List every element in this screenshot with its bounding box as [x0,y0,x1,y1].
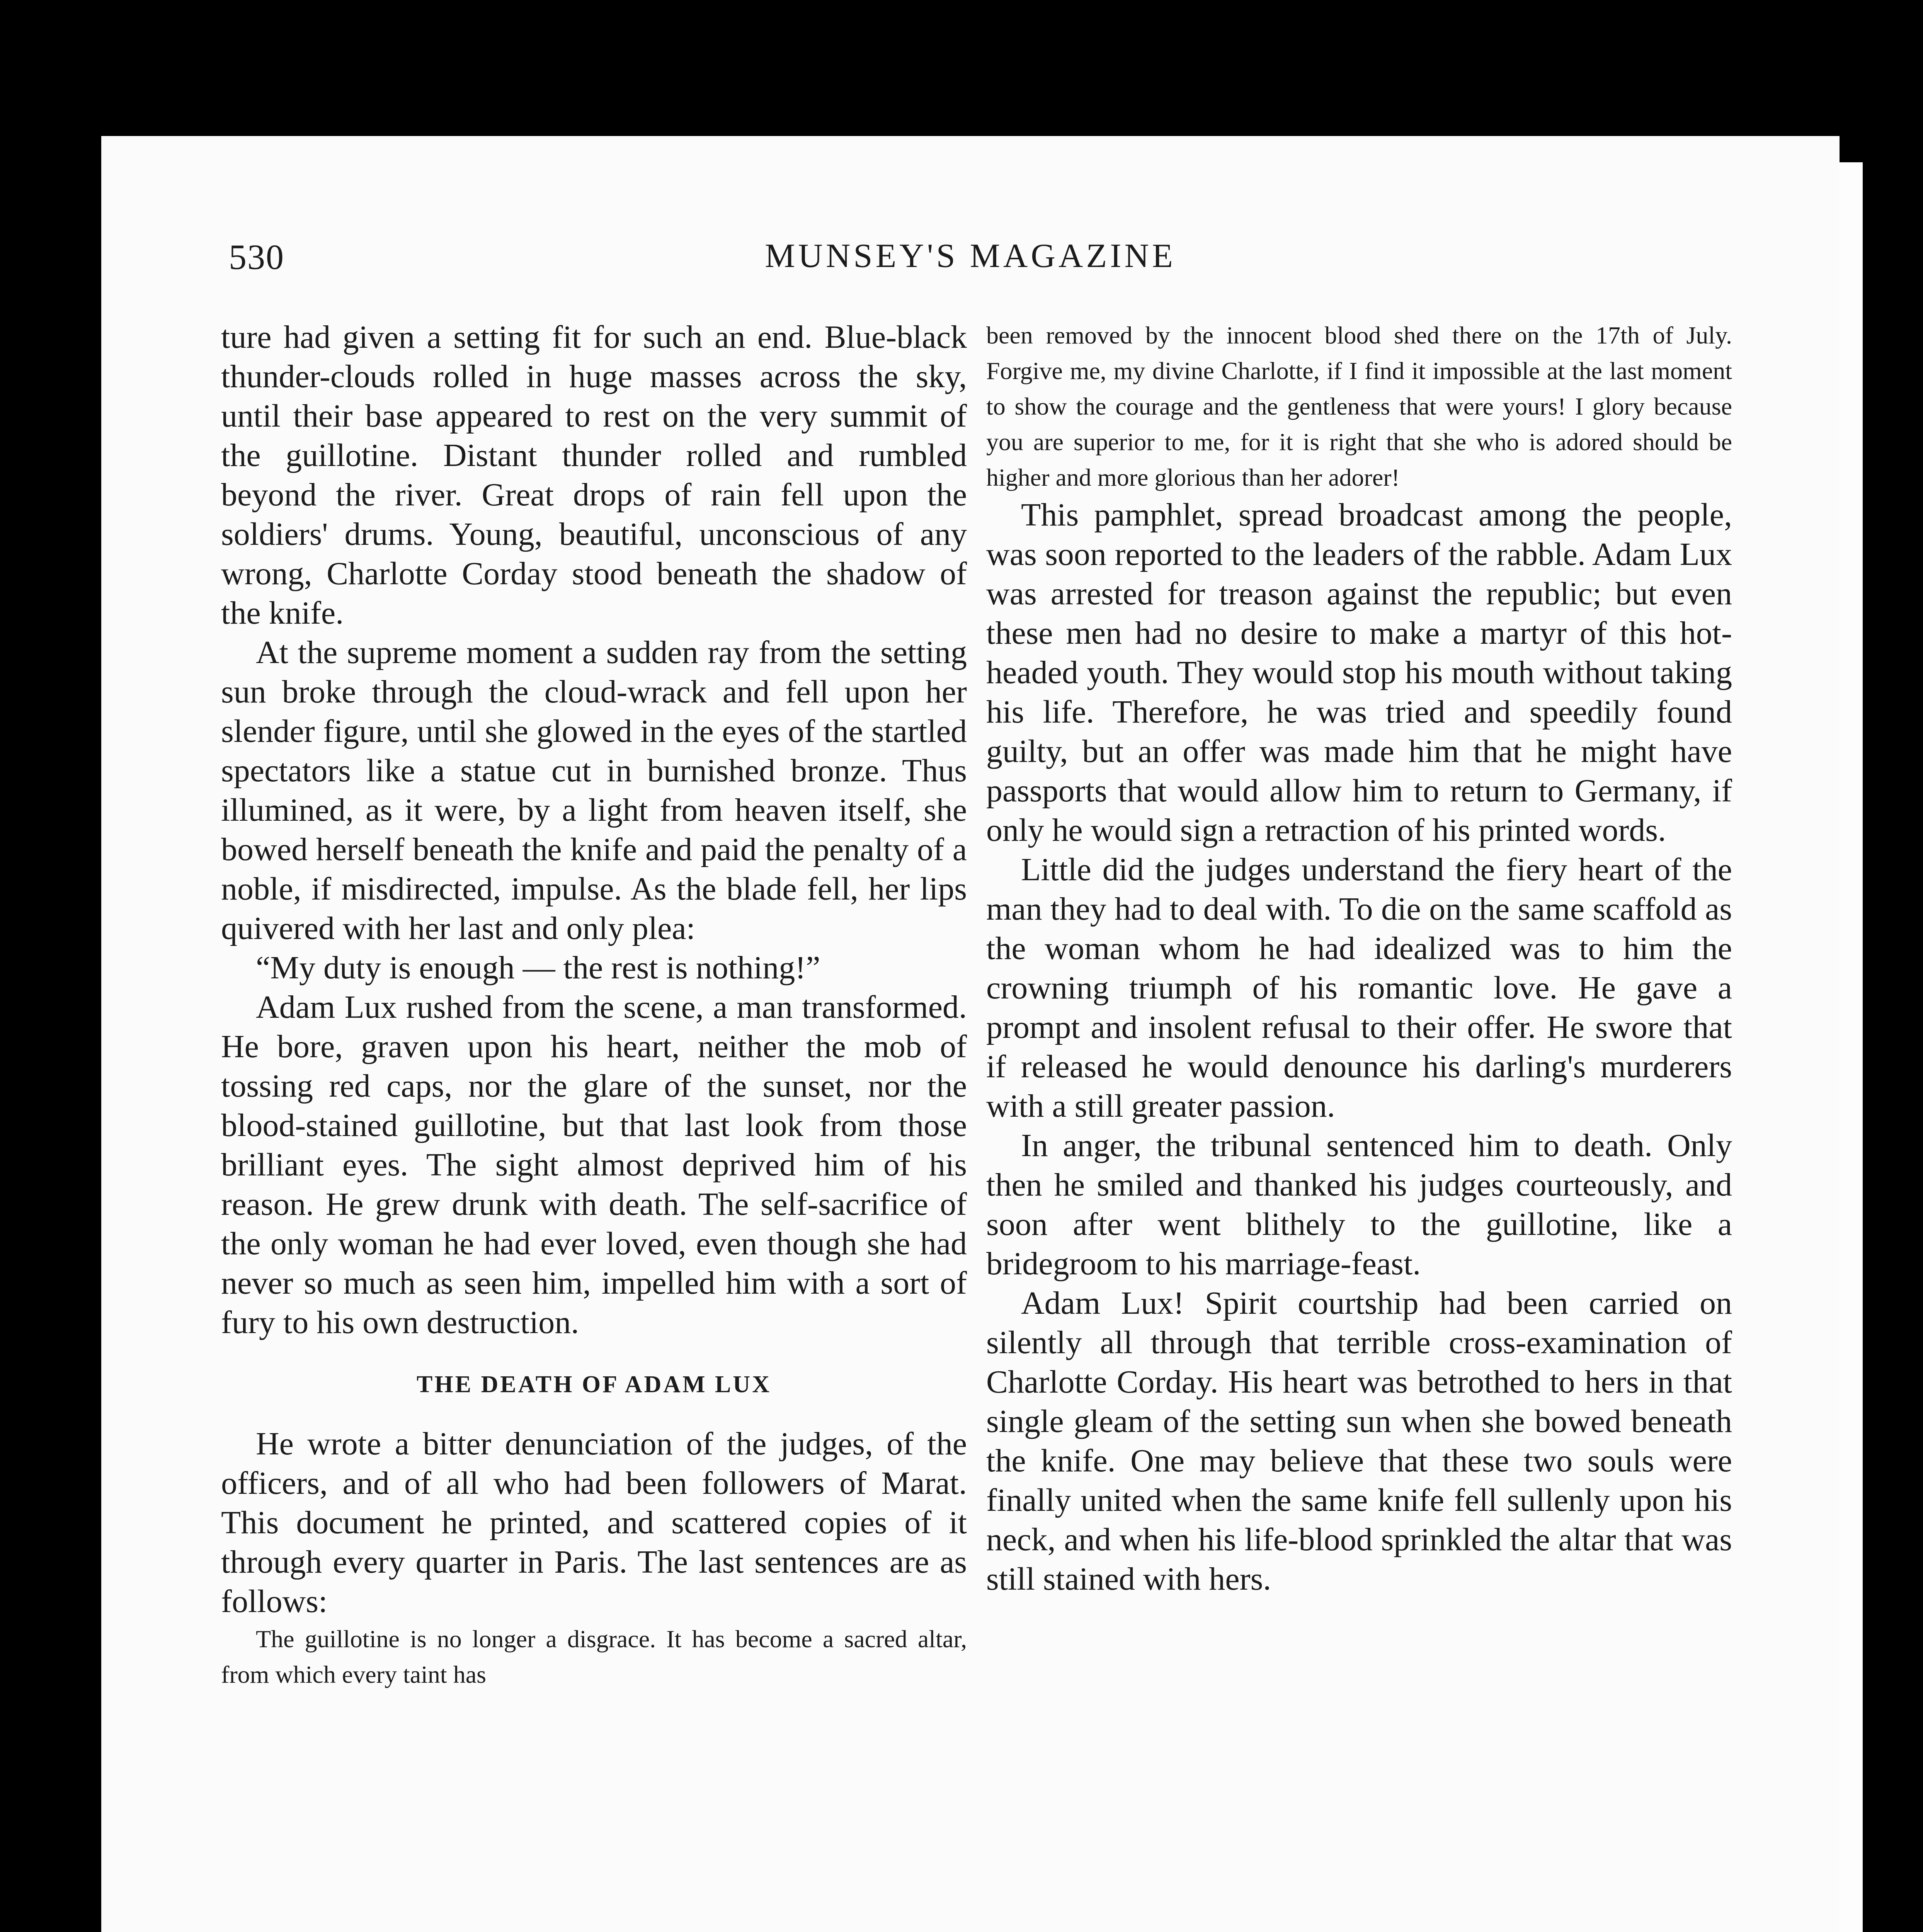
section-heading: THE DEATH OF ADAM LUX [417,1371,771,1398]
paragraph: “My duty is enough — the rest is nothing!” [256,950,820,986]
page-header [229,236,1712,283]
running-title: MUNSEY'S MAGAZINE [765,237,1176,275]
magazine-page [101,136,1840,1932]
page-number: 530 [229,237,284,277]
block-quote: The guillotine is no longer a disgrace. It has become a sacred altar, from which every taint has [221,1625,967,1688]
paragraph: Little did the judges understand the fiery heart of the man they had to deal with. To die on the same scaffold as the woman whom he had idealized was to him the crowning triumph of his romantic love. He gave a prompt and insolent refusal to their offer. He swore that if released he would denounce his darling's murderers with a still greater passion. [986,852,1732,1124]
paragraph: ture had given a setting fit for such an end. Blue-black thunder-clouds rolled in huge masses across the sky, until their base appeared to rest on the very summit of the guillotine. Distant thunder rolled and rumbled beyond the river. Great drops of rain fell upon the soldiers' drums. Young, beautiful, unconscious of any wrong, Charlotte Corday stood beneath the shadow of the knife. [221,319,967,631]
paragraph: He wrote a bitter denunciation of the judges, of the officers, and of all who had been followers of Marat. This document he printed, and scattered copies of it through every quarter in Paris. The last sentences are as follows: [221,1426,967,1619]
block-quote-continued: been removed by the innocent blood shed there on the 17th of July. Forgive me, my divine Charlotte, if I find it impossible at the last moment to show the courage and the gentleness that were yours! I glory because you are superior to me, for it is right that she who is adored should be higher and more glorious than her adorer! [986,321,1732,491]
paragraph: At the supreme moment a sudden ray from the setting sun broke through the cloud-wrack and fell upon her slender figure, until she glowed in the eyes of the startled spectators like a statue cut in burnished bronze. Thus illumined, as it were, by a light from heaven itself, she bowed herself beneath the knife and paid the penalty of a noble, if misdirected, impulse. As the blade fell, her lips quivered with her last and only plea: [221,634,967,946]
paragraph: In anger, the tribunal sentenced him to death. Only then he smiled and thanked his judges courteously, and soon after went blithely to the guillotine, like a bridegroom to his marriage-feast. [986,1128,1732,1282]
paragraph: Adam Lux! Spirit courtship had been carried on silently all through that terrible cross-examination of Charlotte Corday. His heart was betrothed to hers in that single gleam of the setting sun when she bowed beneath the knife. One may believe that these two souls were finally united when the same knife fell sullenly upon his neck, and when his life-blood sprinkled the altar that was still stained with hers. [986,1285,1732,1597]
right-column [986,318,1732,1599]
adjacent-page-edge [1840,162,1863,1932]
left-column [221,318,967,1692]
paragraph: Adam Lux rushed from the scene, a man transformed. He bore, graven upon his heart, neither the mob of tossing red caps, nor the glare of the sunset, nor the blood-stained guillotine, but that last look from those brilliant eyes. The sight almost deprived him of his reason. He grew drunk with death. The self-sacrifice of the only woman he had ever loved, even though she had never so much as seen him, impelled him with a sort of fury to his own destruction. [221,989,967,1340]
paragraph: This pamphlet, spread broadcast among the people, was soon reported to the leaders of the rabble. Adam Lux was arrested for treason against the republic; but even these men had no desire to make a martyr of this hot-headed youth. They would stop his mouth without taking his life. Therefore, he was tried and speedily found guilty, but an offer was made him that he might have passports that would allow him to return to Germany, if only he would sign a retraction of his printed words. [986,497,1732,848]
